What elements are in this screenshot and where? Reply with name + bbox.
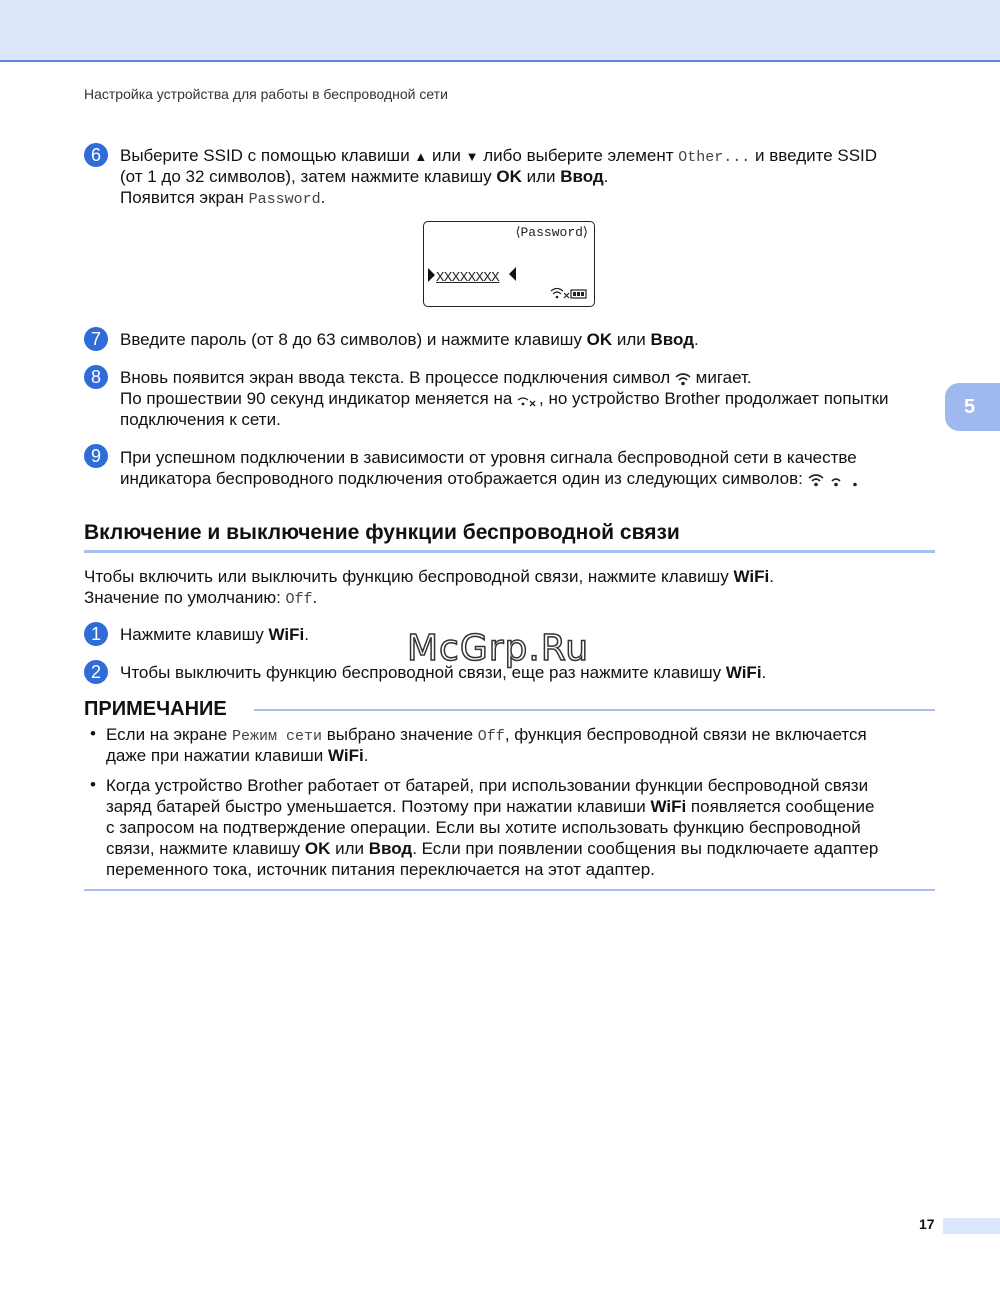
section-divider <box>84 550 935 553</box>
watermark: McGrp.Ru <box>407 628 590 669</box>
cursor-right-icon <box>509 267 516 286</box>
section-default: Значение по умолчанию: Off. <box>84 588 318 608</box>
wifi-medium-icon <box>828 469 844 488</box>
step-6-line-2: (от 1 до 32 символов), затем нажмите клавишу OK или Ввод. <box>120 167 609 186</box>
note-2-line-3: с запросом на подтверждение операции. Если вы хотите использовать функцию беспроводной <box>106 818 861 837</box>
page-number: 17 <box>919 1216 935 1232</box>
step-8-line-3: подключения к сети. <box>120 410 281 429</box>
lcd-title: ⟨Password⟩ <box>515 225 588 240</box>
note-divider-top <box>254 709 935 711</box>
note-divider-bottom <box>84 889 935 891</box>
lcd-entry <box>436 267 516 286</box>
note-title: ПРИМЕЧАНИЕ <box>84 698 227 720</box>
substep-2-text: Чтобы выключить функцию беспроводной связи, еще раз нажмите клавишу WiFi. <box>120 663 767 682</box>
wifi-battery-icon <box>550 287 588 299</box>
substep-2-number: 2 <box>84 660 108 684</box>
note-2-line-5: переменного тока, источник питания переключается на этот адаптер. <box>106 860 655 879</box>
header-band <box>0 0 1000 62</box>
substep-1-text: Нажмите клавишу WiFi. <box>120 625 309 644</box>
wifi-strong-icon <box>808 469 824 488</box>
lcd-status-icons <box>550 286 588 304</box>
up-arrow-icon: ▲ <box>414 149 428 164</box>
note-2-line-1: Когда устройство Brother работает от батарей, при использовании функции беспроводной связи <box>106 776 869 795</box>
cursor-left-icon <box>428 268 435 287</box>
note-2-line-2: заряд батарей быстро уменьшается. Поэтому при нажатии клавиши WiFi появляется сообщение <box>106 797 875 816</box>
step-9-line-2: индикатора беспроводного подключения отображается один из следующих символов: <box>120 468 861 489</box>
step-9-line-1: При успешном подключении в зависимости от уровня сигнала беспроводной сети в качестве <box>120 448 857 467</box>
chapter-tab: 5 <box>945 383 1000 431</box>
step-8-line-1: Вновь появится экран ввода текста. В процессе подключения символ мигает. <box>120 368 752 387</box>
note-1-line-1: Если на экране Режим сети выбрано значение Off, функция беспроводной связи не включается <box>106 725 867 745</box>
note-1-line-2: даже при нажатии клавиши WiFi. <box>106 746 369 765</box>
substep-1-number: 1 <box>84 622 108 646</box>
note-bullet-1: • <box>90 724 96 743</box>
lcd-screen <box>423 221 595 307</box>
step-6-number: 6 <box>84 143 108 167</box>
step-8-number: 8 <box>84 365 108 389</box>
step-7-text: Введите пароль (от 8 до 63 символов) и нажмите клавишу OK или Ввод. <box>120 330 699 349</box>
step-7-number: 7 <box>84 327 108 351</box>
step-6-line-3: Появится экран Password. <box>120 188 326 208</box>
note-2-line-4: связи, нажмите клавишу OK или Ввод. Если при появлении сообщения вы подключаете адаптер <box>106 839 879 858</box>
footer-band <box>943 1218 1000 1234</box>
section-title: Включение и выключение функции беспроводной связи <box>84 521 680 544</box>
wifi-connecting-icon <box>675 368 691 387</box>
down-arrow-icon: ▼ <box>465 149 479 164</box>
step-6-line-1: Выберите SSID с помощью клавиши ▲ или ▼ либо выберите элемент Other... и введите SSID <box>120 146 878 166</box>
section-intro: Чтобы включить или выключить функцию беспроводной связи, нажмите клавишу WiFi. <box>84 567 774 586</box>
wifi-no-connection-icon <box>517 389 539 408</box>
wifi-weak-icon <box>849 469 861 488</box>
running-head: Настройка устройства для работы в беспроводной сети <box>84 86 448 102</box>
step-8-line-2: По прошествии 90 секунд индикатор меняется на , но устройство Brother продолжает попытки <box>120 389 889 408</box>
step-9-number: 9 <box>84 444 108 468</box>
lcd-entry-text: XXXXXXXX <box>436 270 500 286</box>
note-bullet-2: • <box>90 775 96 794</box>
